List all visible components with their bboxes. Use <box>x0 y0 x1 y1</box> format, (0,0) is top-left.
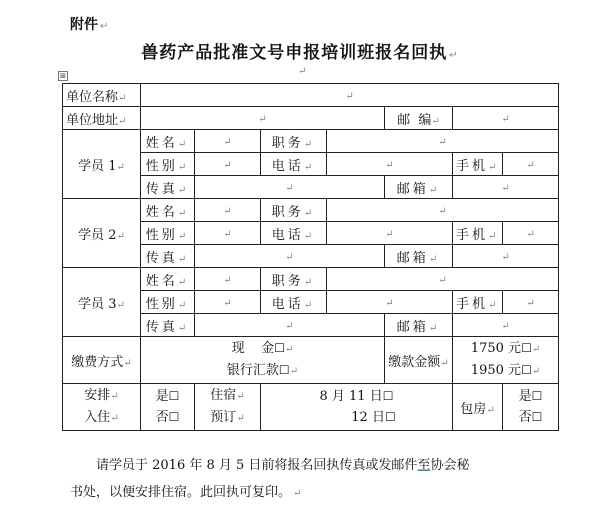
date-12-checkbox[interactable]: ☐ <box>384 410 396 424</box>
mobile-label: 手机↵ <box>453 291 503 314</box>
fax-field[interactable]: ↵ <box>195 245 385 268</box>
mobile-field[interactable]: ↵ <box>503 222 559 245</box>
email-label: 邮箱↵ <box>385 176 453 199</box>
return-mark: ↵ <box>100 21 109 32</box>
phone-label: 电话↵ <box>261 153 327 176</box>
payment-cash-checkbox[interactable]: ☐ <box>274 341 285 355</box>
position-field[interactable]: ↵ <box>327 130 559 153</box>
mobile-field[interactable]: ↵ <box>503 291 559 314</box>
return-mark: ↵ <box>293 488 302 499</box>
name-label: 姓名↵ <box>141 130 195 153</box>
payment-row <box>63 337 559 384</box>
date-11-label: 8 月 11 日 <box>319 389 383 404</box>
phone-field[interactable]: ↵ <box>327 153 453 176</box>
student-1-row-1 <box>63 130 559 153</box>
unit-name-row <box>63 84 559 107</box>
amount-1750-label: 1750 元 <box>470 341 522 356</box>
room-yes-label: 是 <box>518 389 532 404</box>
fax-field[interactable]: ↵ <box>195 176 385 199</box>
checkin-options <box>141 384 195 431</box>
student-3-label: 学员 3↵ <box>63 268 141 337</box>
page-title: 兽药产品批准文号申报培训班报名回执 ↵ <box>141 43 459 63</box>
gender-field[interactable]: ↵ <box>195 153 261 176</box>
gender-field[interactable]: ↵ <box>195 222 261 245</box>
mobile-label: 手机↵ <box>453 222 503 245</box>
date-11-checkbox[interactable]: ☐ <box>382 389 394 403</box>
gender-label: 性别↵ <box>141 291 195 314</box>
checkin-yes-label: 是 <box>155 389 169 404</box>
payment-method-options: 现 金☐↵ 银行汇款☐↵ <box>141 337 385 384</box>
postcode-label: 邮 编↵ <box>385 107 453 130</box>
checkin-yes-checkbox[interactable]: ☐ <box>168 389 180 403</box>
name-label: 姓名↵ <box>141 268 195 291</box>
email-field[interactable]: ↵ <box>453 176 559 199</box>
phone-field[interactable]: ↵ <box>327 222 453 245</box>
position-label: 职务↵ <box>261 130 327 153</box>
position-label: 职务↵ <box>261 199 327 222</box>
unit-name-field[interactable]: ↵ <box>141 84 559 107</box>
payment-method-label: 缴费方式↵ <box>63 337 141 384</box>
name-label: 姓名↵ <box>141 199 195 222</box>
payment-bank-label: 银行汇款 <box>226 363 279 378</box>
name-field[interactable]: ↵ <box>195 268 261 291</box>
room-no-checkbox[interactable]: ☐ <box>531 410 543 424</box>
fax-label: 传真↵ <box>141 245 195 268</box>
attachment-label: 附件 ↵ <box>70 17 109 33</box>
return-mark: ↵ <box>449 50 459 61</box>
room-label: 包房↵ <box>453 384 503 431</box>
email-label: 邮箱↵ <box>385 245 453 268</box>
gender-field[interactable]: ↵ <box>195 291 261 314</box>
unit-address-field[interactable]: ↵ <box>141 107 385 130</box>
name-field[interactable]: ↵ <box>195 130 261 153</box>
phone-field[interactable]: ↵ <box>327 291 453 314</box>
room-options <box>503 384 559 431</box>
amount-1950-checkbox[interactable]: ☐ <box>521 363 532 377</box>
lodging-dates <box>261 384 453 431</box>
student-2-label: 学员 2↵ <box>63 199 141 268</box>
amount-1750-checkbox[interactable]: ☐ <box>521 341 532 355</box>
instruction-note-line-1: 请学员于 2016 年 8 月 5 日前将报名回执传真或发邮件至协会秘 <box>96 458 470 473</box>
phone-label: 电话↵ <box>261 291 327 314</box>
room-no-label: 否 <box>518 410 532 425</box>
room-yes-checkbox[interactable]: ☐ <box>531 389 543 403</box>
student-1-label: 学员 1↵ <box>63 130 141 199</box>
postcode-field[interactable]: ↵ <box>453 107 559 130</box>
date-12-label: 12 日 <box>351 410 385 425</box>
student-3-row-1 <box>63 268 559 291</box>
unit-address-label: 单位地址↵ <box>63 107 141 130</box>
mobile-label: 手机↵ <box>453 153 503 176</box>
position-label: 职务↵ <box>261 268 327 291</box>
instruction-note-line-2: 书处，以便安排住宿。此回执可复印。 ↵ <box>70 485 302 500</box>
registration-form-table <box>62 83 559 431</box>
email-label: 邮箱↵ <box>385 314 453 337</box>
checkin-no-label: 否 <box>155 410 169 425</box>
payment-amount-options: 1750 元☐↵ 1950 元☐↵ <box>453 337 559 384</box>
arrange-checkin-label: 安排↵ 入住↵ <box>63 384 141 431</box>
email-field[interactable]: ↵ <box>453 245 559 268</box>
accommodation-row <box>63 384 559 431</box>
unit-name-label: 单位名称↵ <box>63 84 141 107</box>
payment-cash-label: 现 金 <box>231 341 275 356</box>
unit-address-row <box>63 107 559 130</box>
lodging-booking-label: 住宿↵ 预订↵ <box>195 384 261 431</box>
gender-label: 性别↵ <box>141 153 195 176</box>
fax-field[interactable]: ↵ <box>195 314 385 337</box>
table-move-handle-icon[interactable]: ⊞ <box>58 71 68 81</box>
fax-label: 传真↵ <box>141 314 195 337</box>
payment-bank-checkbox[interactable]: ☐ <box>278 363 290 377</box>
position-field[interactable]: ↵ <box>327 199 559 222</box>
gender-label: 性别↵ <box>141 222 195 245</box>
payment-amount-label: 缴款金额↵ <box>385 337 453 384</box>
mobile-field[interactable]: ↵ <box>503 153 559 176</box>
name-field[interactable]: ↵ <box>195 199 261 222</box>
email-field[interactable]: ↵ <box>453 314 559 337</box>
amount-1950-label: 1950 元 <box>470 363 522 378</box>
student-2-row-1 <box>63 199 559 222</box>
checkin-no-checkbox[interactable]: ☐ <box>168 410 180 424</box>
fax-label: 传真↵ <box>141 176 195 199</box>
phone-label: 电话↵ <box>261 222 327 245</box>
position-field[interactable]: ↵ <box>327 268 559 291</box>
return-mark: ↵ <box>298 66 307 77</box>
